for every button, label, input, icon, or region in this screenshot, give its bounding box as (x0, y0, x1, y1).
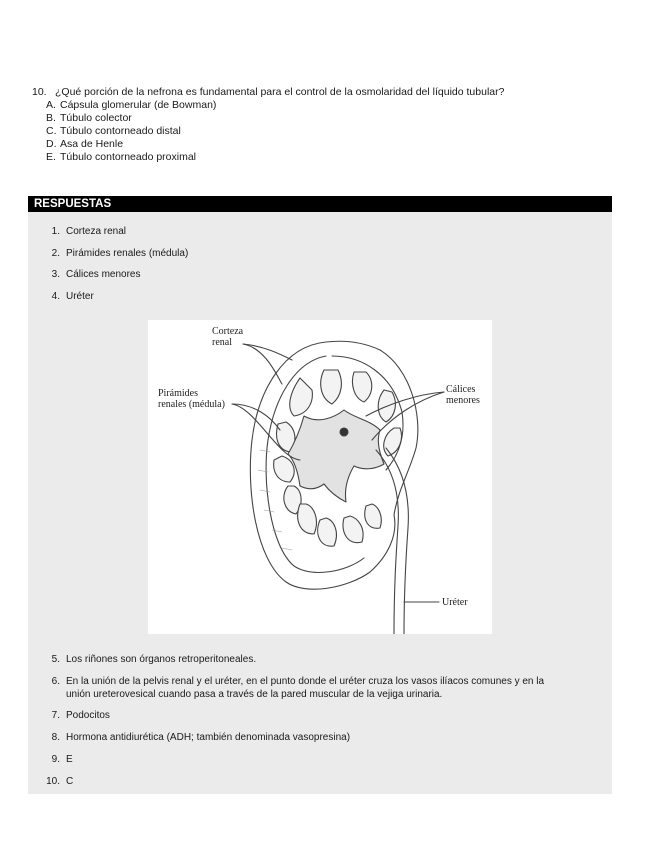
option-d[interactable]: D. Asa de Henle (46, 138, 124, 150)
option-c[interactable]: C. Túbulo contorneado distal (46, 125, 181, 137)
answer-1: 1. Corteza renal (51, 226, 127, 237)
label-ureter: Uréter (442, 597, 468, 608)
answers-header: RESPUESTAS (28, 196, 612, 212)
answer-8: 8. Hormona antidiurética (ADH; también denominada vasopresina) (51, 732, 351, 743)
question-number: 10. (32, 86, 47, 98)
question-text: ¿Qué porción de la nefrona es fundamental para el control de la osmolaridad del líquido tubular? (55, 86, 505, 98)
label-piramides-1: Pirámides (158, 388, 198, 399)
option-list (46, 99, 216, 164)
option-b[interactable]: B. Túbulo colector (46, 112, 132, 124)
answer-3: 3. Cálices menores (51, 269, 141, 280)
answer-2: 2. Pirámides renales (médula) (51, 248, 189, 259)
answer-6: 6. En la unión de la pelvis renal y el uréter, en el punto donde el uréter cruza los vasos ilíacos comunes y en la unión ureterovesical cuando pasa a través de la pared muscular de la vejiga urinaria. (51, 676, 545, 700)
label-calices-1: Cálices (446, 384, 476, 395)
option-e[interactable]: E. Túbulo contorneado proximal (46, 151, 196, 163)
label-piramides-2: renales (médula) (158, 399, 225, 410)
label-corteza-1: Corteza (212, 326, 244, 337)
answer-9: 9. E (51, 754, 73, 765)
label-calices-2: menores (446, 395, 480, 406)
answer-4: 4. Uréter (51, 291, 94, 302)
kidney-figure (148, 320, 492, 634)
answer-10: 10. C (46, 776, 74, 787)
label-corteza-2: renal (212, 337, 232, 348)
answer-5: 5. Los riñones son órganos retroperitoneales. (51, 654, 257, 665)
kidney-illustration (148, 320, 492, 634)
option-a[interactable]: A. Cápsula glomerular (de Bowman) (46, 99, 217, 111)
answer-7: 7. Podocitos (51, 710, 110, 721)
